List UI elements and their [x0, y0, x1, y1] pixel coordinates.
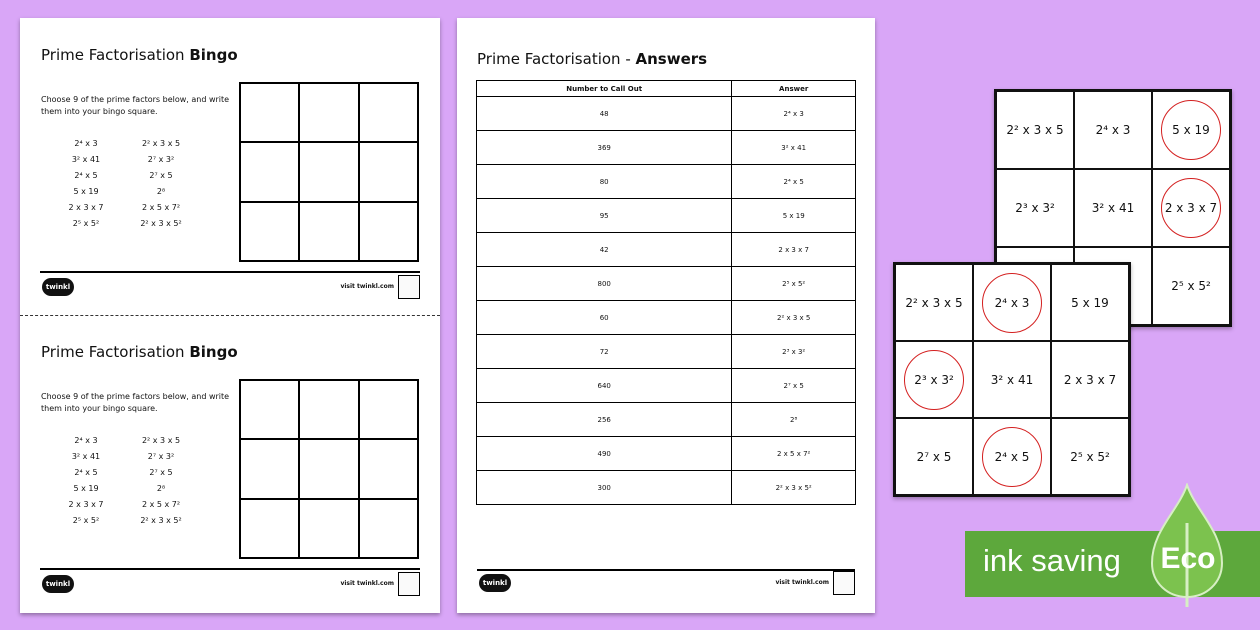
card-cell-value: 2² x 3 x 5	[1006, 123, 1064, 137]
eco-banner-text: ink saving	[983, 543, 1121, 578]
footer-divider	[477, 569, 855, 571]
card-cell	[1074, 91, 1152, 169]
bingo-cell[interactable]	[359, 380, 418, 439]
answer-cell: 2³ x 3²	[732, 335, 856, 369]
worksheet-top-half	[20, 18, 440, 315]
number-cell: 48	[477, 97, 732, 131]
bingo-card-front	[893, 262, 1131, 497]
card-cell	[973, 418, 1051, 495]
card-cell-value: 2⁵ x 5²	[1070, 449, 1110, 464]
bingo-cell[interactable]	[359, 499, 418, 558]
factor-item: 2⁴ x 3	[74, 436, 98, 445]
answers-body	[477, 97, 856, 505]
bingo-cell[interactable]	[359, 142, 418, 201]
card-cell	[1074, 169, 1152, 247]
table-row	[477, 97, 856, 131]
card-cell	[1051, 418, 1129, 495]
card-cell	[895, 264, 973, 341]
twinkl-logo: twinkl	[479, 574, 511, 592]
worksheet-title: Prime Factorisation Bingo	[41, 46, 238, 64]
card-cell-value: 2⁴ x 3	[982, 273, 1042, 333]
answer-cell: 2⁸	[732, 403, 856, 437]
factor-item: 5 x 19	[73, 187, 99, 196]
card-cell-value: 2⁴ x 5	[982, 427, 1042, 487]
table-header-row	[477, 81, 856, 97]
factor-item: 2⁵ x 5²	[72, 516, 100, 525]
factor-item: 2 x 3 x 7	[68, 203, 104, 212]
answers-table	[476, 80, 856, 505]
number-cell: 60	[477, 301, 732, 335]
number-cell: 300	[477, 471, 732, 505]
answer-cell: 2 x 5 x 7²	[732, 437, 856, 471]
factor-item: 2⁴ x 3	[74, 139, 98, 148]
bingo-cell[interactable]	[359, 83, 418, 142]
visit-link[interactable]: visit twinkl.com	[340, 580, 394, 587]
number-cell: 640	[477, 369, 732, 403]
table-row	[477, 199, 856, 233]
factor-item: 2 x 3 x 7	[68, 500, 104, 509]
factor-list	[50, 138, 200, 230]
worksheet-title: Prime Factorisation Bingo	[41, 343, 238, 361]
table-row	[477, 403, 856, 437]
bingo-cell[interactable]	[240, 142, 299, 201]
table-row	[477, 437, 856, 471]
worksheet-instructions: Choose 9 of the prime factors below, and write them into your bingo square.	[41, 95, 230, 116]
card-cell	[1152, 169, 1230, 247]
card-cell	[895, 341, 973, 418]
factor-item: 2² x 3 x 5²	[140, 219, 182, 228]
table-row	[477, 335, 856, 369]
number-cell: 369	[477, 131, 732, 165]
table-row	[477, 233, 856, 267]
eco-label: Eco	[1160, 542, 1216, 575]
bingo-cell[interactable]	[359, 439, 418, 498]
bingo-cell[interactable]	[240, 499, 299, 558]
bingo-cell[interactable]	[299, 83, 358, 142]
bingo-cell[interactable]	[359, 202, 418, 261]
factor-item: 2² x 3 x 5	[141, 139, 181, 148]
factor-item: 2² x 3 x 5²	[140, 516, 182, 525]
table-row	[477, 165, 856, 199]
number-cell: 256	[477, 403, 732, 437]
factor-list	[50, 435, 200, 527]
answer-cell: 2² x 3 x 5²	[732, 471, 856, 505]
factor-item: 2⁷ x 5	[149, 468, 173, 477]
footer-divider	[40, 271, 420, 273]
factor-item: 2⁷ x 3²	[147, 452, 175, 461]
bingo-square	[239, 379, 419, 559]
answer-cell: 2² x 3 x 5	[732, 301, 856, 335]
card-cell	[1152, 91, 1230, 169]
number-cell: 800	[477, 267, 732, 301]
factor-item: 2⁴ x 5	[74, 171, 98, 180]
answer-cell: 2 x 3 x 7	[732, 233, 856, 267]
answer-cell: 5 x 19	[732, 199, 856, 233]
number-cell: 42	[477, 233, 732, 267]
card-cell-value: 2⁵ x 5²	[1171, 279, 1211, 293]
factor-item: 2 x 5 x 7²	[141, 203, 181, 212]
card-cell-value: 2⁷ x 5	[916, 449, 952, 464]
bingo-cell[interactable]	[299, 380, 358, 439]
factor-item: 2 x 5 x 7²	[141, 500, 181, 509]
worksheet-instructions: Choose 9 of the prime factors below, and write them into your bingo square.	[41, 392, 230, 413]
card-cell-value: 3² x 41	[1091, 201, 1135, 215]
factor-item: 3² x 41	[71, 452, 101, 461]
number-cell: 490	[477, 437, 732, 471]
factor-item: 2⁴ x 5	[74, 468, 98, 477]
bingo-cell[interactable]	[240, 439, 299, 498]
header-number: Number to Call Out	[477, 81, 732, 97]
header-answer: Answer	[732, 81, 856, 97]
card-cell-value: 2³ x 3²	[904, 350, 964, 410]
card-cell	[996, 91, 1074, 169]
table-row	[477, 301, 856, 335]
bingo-worksheet	[20, 18, 440, 613]
answer-cell: 2⁷ x 5	[732, 369, 856, 403]
card-cell	[1051, 341, 1129, 418]
bingo-cell[interactable]	[240, 202, 299, 261]
bingo-cell[interactable]	[240, 83, 299, 142]
card-cell	[895, 418, 973, 495]
factor-item: 3² x 41	[71, 155, 101, 164]
twinkl-logo: twinkl	[42, 575, 74, 593]
table-row	[477, 369, 856, 403]
factor-item: 2⁷ x 3²	[147, 155, 175, 164]
answer-cell: 2⁴ x 5	[732, 165, 856, 199]
bingo-cell[interactable]	[299, 202, 358, 261]
bingo-cell[interactable]	[299, 142, 358, 201]
table-row	[477, 267, 856, 301]
card-cell	[1051, 264, 1129, 341]
twinkl-logo: twinkl	[42, 278, 74, 296]
answer-cell: 2⁵ x 5²	[732, 267, 856, 301]
card-cell	[973, 264, 1051, 341]
factor-item: 2⁵ x 5²	[72, 219, 100, 228]
bingo-cell[interactable]	[240, 380, 299, 439]
factor-item: 2⁸	[156, 187, 166, 196]
bingo-square	[239, 82, 419, 262]
quality-badge-icon	[398, 275, 420, 299]
answers-sheet	[457, 18, 875, 613]
footer-divider	[40, 568, 420, 570]
number-cell: 72	[477, 335, 732, 369]
answers-title: Prime Factorisation - Answers	[477, 50, 708, 68]
table-row	[477, 471, 856, 505]
card-cell-value: 5 x 19	[1161, 100, 1221, 160]
card-cell-value: 2 x 3 x 7	[1063, 372, 1117, 387]
card-cell-value: 2⁴ x 3	[1095, 123, 1131, 137]
factor-item: 2⁷ x 5	[149, 171, 173, 180]
card-cell-value: 2² x 3 x 5	[905, 295, 963, 310]
card-cell	[1152, 247, 1230, 325]
bingo-cell[interactable]	[299, 499, 358, 558]
bingo-cell[interactable]	[299, 439, 358, 498]
quality-badge-icon	[398, 572, 420, 596]
card-cell-value: 5 x 19	[1071, 295, 1109, 310]
number-cell: 80	[477, 165, 732, 199]
factor-item: 2⁸	[156, 484, 166, 493]
answer-cell: 2⁴ x 3	[732, 97, 856, 131]
factor-item: 2² x 3 x 5	[141, 436, 181, 445]
answer-cell: 3² x 41	[732, 131, 856, 165]
number-cell: 95	[477, 199, 732, 233]
quality-badge-icon	[833, 571, 855, 595]
worksheet-bottom-half	[20, 315, 440, 612]
visit-link[interactable]: visit twinkl.com	[775, 579, 829, 586]
card-cell-value: 2³ x 3²	[1015, 201, 1055, 215]
table-row	[477, 131, 856, 165]
card-cell	[973, 341, 1051, 418]
card-cell	[996, 169, 1074, 247]
card-cell-value: 3² x 41	[990, 372, 1034, 387]
visit-link[interactable]: visit twinkl.com	[340, 283, 394, 290]
factor-item: 5 x 19	[73, 484, 99, 493]
card-cell-value: 2 x 3 x 7	[1161, 178, 1221, 238]
